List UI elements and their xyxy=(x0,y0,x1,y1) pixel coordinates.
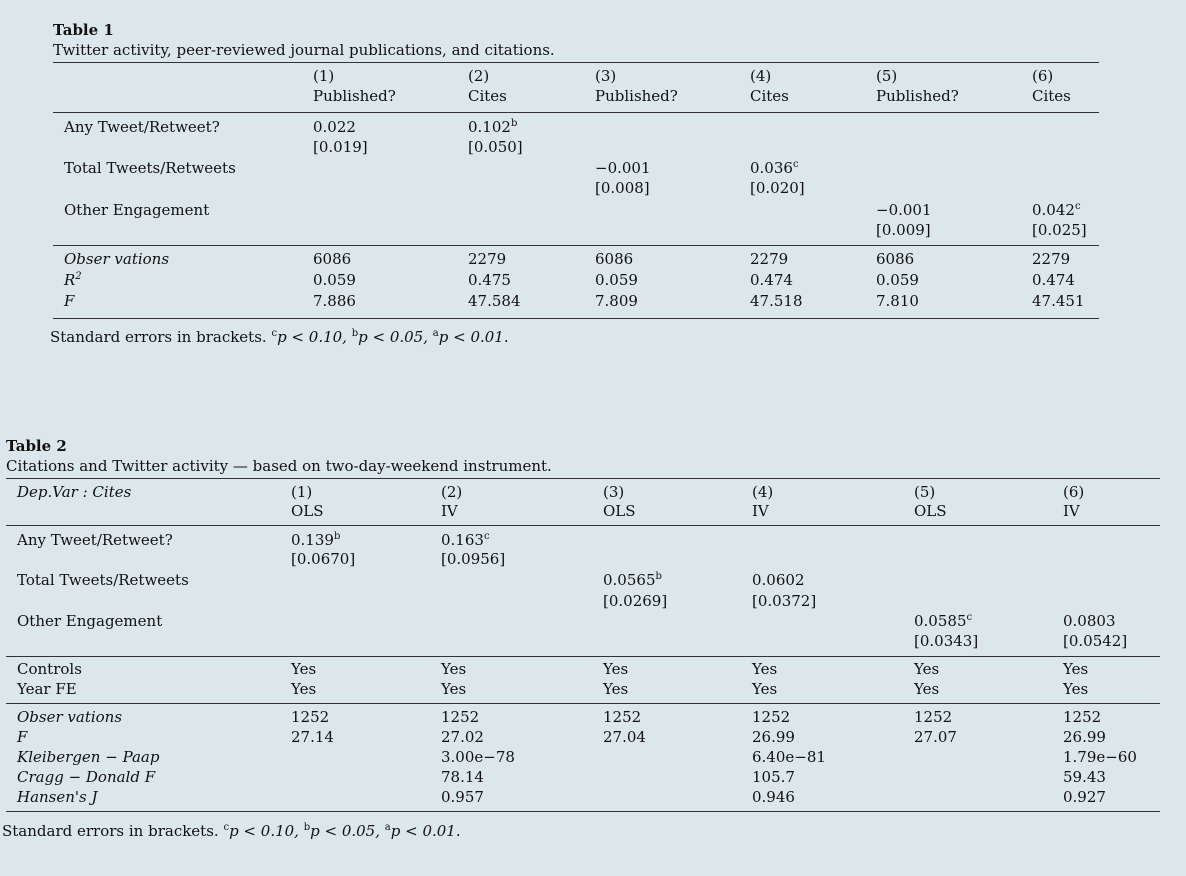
t1-col3-num: (3) xyxy=(595,67,617,85)
t1-col5-num: (5) xyxy=(876,67,898,85)
t1-r2-c5: 0.059 xyxy=(876,271,919,289)
t1-total-c4-sig: c xyxy=(792,159,799,170)
t2-any-c2-value: 0.163 xyxy=(441,531,484,549)
t1-any-c2-se: [0.050] xyxy=(468,138,523,156)
t2-col3-name: OLS xyxy=(603,502,636,520)
t2-f-c1: 27.14 xyxy=(291,728,334,746)
t2-col5-num: (5) xyxy=(914,483,936,501)
t2-row-any-label: Any Tweet/Retweet? xyxy=(17,531,173,549)
t1-obs-c4: 2279 xyxy=(750,250,789,268)
t2-note-a: a xyxy=(384,822,391,833)
table-2-stats-rule xyxy=(6,703,1160,704)
t2-note-prefix: Standard errors in brackets. xyxy=(2,822,224,840)
t1-other-c6-se: [0.025] xyxy=(1032,221,1087,239)
t1-r2-c1: 0.059 xyxy=(313,271,356,289)
t2-kp-c4: 6.40e−81 xyxy=(752,748,826,766)
t2-f-c5: 27.07 xyxy=(914,728,957,746)
t2-note-a-text: p < 0.01. xyxy=(390,822,461,840)
t2-f-c4: 26.99 xyxy=(752,728,795,746)
t2-col3-num: (3) xyxy=(603,483,625,501)
t1-total-c4-se: [0.020] xyxy=(750,179,805,197)
t1-r2-c3: 0.059 xyxy=(595,271,638,289)
t1-note-c-text: p < 0.10, xyxy=(277,328,352,346)
t2-hj-label: Hansen's J xyxy=(17,788,98,806)
t1-col6-name: Cites xyxy=(1032,87,1071,105)
t2-cd-c6: 59.43 xyxy=(1063,768,1106,786)
t1-obs-c1: 6086 xyxy=(313,250,352,268)
t1-note-a: a xyxy=(432,328,439,339)
t1-obs-c6: 2279 xyxy=(1032,250,1071,268)
t1-obs-c2: 2279 xyxy=(468,250,507,268)
t2-row-total-label: Total Tweets/Retweets xyxy=(17,571,189,589)
t2-any-c2-se: [0.0956] xyxy=(441,550,506,568)
t1-col6-num: (6) xyxy=(1032,67,1054,85)
t2-row-other-label: Other Engagement xyxy=(17,612,163,630)
t1-col3-name: Published? xyxy=(595,87,678,105)
table-2-top-rule xyxy=(6,478,1160,479)
t1-obs-label: Obser vations xyxy=(64,250,170,268)
t2-yearfe-c6: Yes xyxy=(1063,680,1089,698)
t2-any-c2-sig: c xyxy=(483,531,490,542)
t1-row-other-label: Other Engagement xyxy=(64,201,210,219)
t2-yearfe-c3: Yes xyxy=(603,680,629,698)
t1-r2-c2: 0.475 xyxy=(468,271,511,289)
t2-total-c3-se: [0.0269] xyxy=(603,592,668,610)
t1-note-a-text: p < 0.01. xyxy=(438,328,509,346)
t2-col6-name: IV xyxy=(1063,502,1080,520)
t1-any-c2-value: 0.102 xyxy=(468,118,511,136)
t1-col2-name: Cites xyxy=(468,87,507,105)
t1-obs-c3: 6086 xyxy=(595,250,634,268)
table-1-label: Table 1 xyxy=(53,21,114,39)
table-2-controls-rule xyxy=(6,656,1160,657)
t2-f-label: F xyxy=(17,728,28,746)
t1-row-total-label: Total Tweets/Retweets xyxy=(64,159,236,177)
t1-col1-name: Published? xyxy=(313,87,396,105)
t2-yearfe-c5: Yes xyxy=(914,680,940,698)
t2-yearfe-c2: Yes xyxy=(441,680,467,698)
t1-other-c6-value: 0.042 xyxy=(1032,201,1075,219)
t1-any-c1-se: [0.019] xyxy=(313,138,368,156)
table-2-bottom-rule xyxy=(6,811,1160,812)
t2-col2-num: (2) xyxy=(441,483,463,501)
table-2-caption: Citations and Twitter activity — based on two-day-weekend instrument. xyxy=(6,457,552,475)
t2-cd-label: Cragg − Donald F xyxy=(17,768,156,786)
t2-note-c-text: p < 0.10, xyxy=(229,822,304,840)
t1-note-b-text: p < 0.05, xyxy=(358,328,433,346)
t2-hj-c4: 0.946 xyxy=(752,788,795,806)
t1-f-c3: 7.809 xyxy=(595,292,638,310)
t2-col5-name: OLS xyxy=(914,502,947,520)
t2-col6-num: (6) xyxy=(1063,483,1085,501)
t2-total-c3 xyxy=(603,570,662,590)
t1-any-c2-sig: b xyxy=(510,118,518,129)
t2-note-b-text: p < 0.05, xyxy=(310,822,385,840)
table-2-footnote xyxy=(2,822,461,840)
t2-obs-c6: 1252 xyxy=(1063,708,1102,726)
t2-col4-num: (4) xyxy=(752,483,774,501)
t1-other-c6-sig: c xyxy=(1074,201,1081,212)
t1-note-prefix: Standard errors in brackets. xyxy=(50,328,272,346)
t1-r2-c4: 0.474 xyxy=(750,271,793,289)
t2-yearfe-c1: Yes xyxy=(291,680,317,698)
t1-other-c5: −0.001 xyxy=(876,201,932,219)
t1-f-c5: 7.810 xyxy=(876,292,919,310)
t2-other-c5-sig: c xyxy=(966,612,973,623)
t2-cd-c4: 105.7 xyxy=(752,768,795,786)
t1-col1-num: (1) xyxy=(313,67,335,85)
t2-kp-c6: 1.79e−60 xyxy=(1063,748,1137,766)
t1-any-c1: 0.022 xyxy=(313,118,356,136)
t2-total-c3-value: 0.0565 xyxy=(603,571,656,589)
t2-col1-name: OLS xyxy=(291,502,324,520)
t2-other-c5 xyxy=(914,611,972,631)
t2-obs-c2: 1252 xyxy=(441,708,480,726)
t2-hj-c6: 0.927 xyxy=(1063,788,1106,806)
t2-any-c1 xyxy=(291,530,340,550)
t2-obs-c3: 1252 xyxy=(603,708,642,726)
t2-kp-label: Kleibergen − Paap xyxy=(17,748,160,766)
t2-other-c5-se: [0.0343] xyxy=(914,632,979,650)
t2-note-b: b xyxy=(303,822,311,833)
t2-other-c6: 0.0803 xyxy=(1063,612,1116,630)
t2-col4-name: IV xyxy=(752,502,769,520)
t2-controls-c2: Yes xyxy=(441,660,467,678)
t2-col2-name: IV xyxy=(441,502,458,520)
t2-any-c1-se: [0.0670] xyxy=(291,550,356,568)
table-2-header-rule xyxy=(6,525,1160,526)
t1-other-c5-se: [0.009] xyxy=(876,221,931,239)
t2-total-c3-sig: b xyxy=(655,571,662,582)
t2-hj-c2: 0.957 xyxy=(441,788,484,806)
t1-note-c: c xyxy=(271,328,278,339)
t1-total-c3: −0.001 xyxy=(595,159,651,177)
t2-total-c4: 0.0602 xyxy=(752,571,805,589)
t2-controls-label: Controls xyxy=(17,660,82,678)
t1-row-any-label: Any Tweet/Retweet? xyxy=(64,118,220,136)
t1-total-c3-se: [0.008] xyxy=(595,179,650,197)
t2-controls-c4: Yes xyxy=(752,660,778,678)
t1-obs-c5: 6086 xyxy=(876,250,915,268)
t1-f-c6: 47.451 xyxy=(1032,292,1085,310)
t2-any-c1-sig: b xyxy=(333,531,341,542)
t2-other-c6-se: [0.0542] xyxy=(1063,632,1128,650)
t2-obs-c1: 1252 xyxy=(291,708,330,726)
t1-col4-name: Cites xyxy=(750,87,789,105)
t1-total-c4-value: 0.036 xyxy=(750,159,793,177)
t1-col4-num: (4) xyxy=(750,67,772,85)
t1-r2-letter: R xyxy=(64,271,76,289)
t2-col1-num: (1) xyxy=(291,483,313,501)
t2-any-c1-value: 0.139 xyxy=(291,531,334,549)
t2-obs-c5: 1252 xyxy=(914,708,953,726)
t2-controls-c5: Yes xyxy=(914,660,940,678)
t2-cd-c2: 78.14 xyxy=(441,768,484,786)
t2-any-c2 xyxy=(441,530,490,550)
table-2-label: Table 2 xyxy=(6,437,67,455)
t1-f-c1: 7.886 xyxy=(313,292,356,310)
t2-f-c2: 27.02 xyxy=(441,728,484,746)
t1-f-c4: 47.518 xyxy=(750,292,803,310)
t2-controls-c1: Yes xyxy=(291,660,317,678)
t1-col2-num: (2) xyxy=(468,67,490,85)
t2-f-c3: 27.04 xyxy=(603,728,646,746)
t2-note-c: c xyxy=(223,822,230,833)
t2-yearfe-label: Year FE xyxy=(17,680,77,698)
t2-controls-c3: Yes xyxy=(603,660,629,678)
t1-f-c2: 47.584 xyxy=(468,292,521,310)
t2-obs-c4: 1252 xyxy=(752,708,791,726)
t2-controls-c6: Yes xyxy=(1063,660,1089,678)
t2-kp-c2: 3.00e−78 xyxy=(441,748,515,766)
t2-corner-label: Dep.Var : Cites xyxy=(17,483,132,501)
t1-r2-c6: 0.474 xyxy=(1032,271,1075,289)
table-1-caption: Twitter activity, peer-reviewed journal publications, and citations. xyxy=(53,41,555,59)
t2-f-c6: 26.99 xyxy=(1063,728,1106,746)
t1-col5-name: Published? xyxy=(876,87,959,105)
t2-other-c5-value: 0.0585 xyxy=(914,612,967,630)
t1-f-label: F xyxy=(64,292,75,310)
t2-obs-label: Obser vations xyxy=(17,708,123,726)
t2-yearfe-c4: Yes xyxy=(752,680,778,698)
t1-r2-exp: 2 xyxy=(75,271,82,282)
t1-note-b: b xyxy=(351,328,359,339)
t2-total-c4-se: [0.0372] xyxy=(752,592,817,610)
